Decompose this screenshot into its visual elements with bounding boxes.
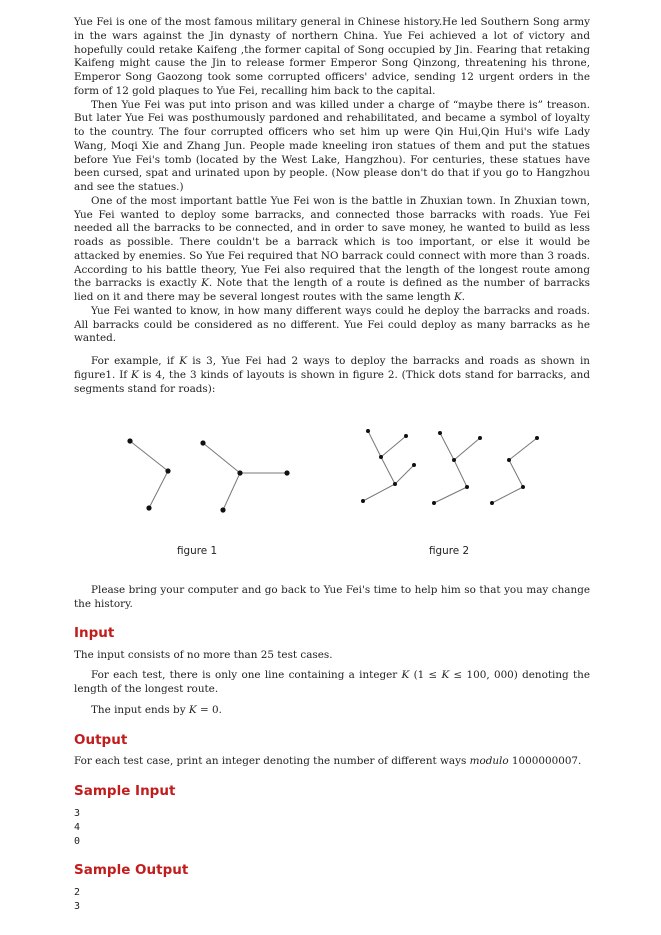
p5-text-b: is 3, Yue Fei had 2 ways to deploy the barracks and roads as shown in figure1. If xyxy=(74,355,590,381)
sample-output-heading: Sample Output xyxy=(74,861,189,878)
k-variable: K xyxy=(201,277,209,290)
sample-input-line: 3 xyxy=(74,807,81,819)
statement-paragraph-6: Please bring your computer and go back to Yue Fei's time to help him so that you may change the history. xyxy=(74,584,590,610)
tree-figures xyxy=(74,404,590,544)
input-paragraph-1: The input consists of no more than 25 test cases. xyxy=(74,648,333,661)
output-heading: Output xyxy=(74,731,128,748)
p3-text-b: . Note that the length of a route is defined as the number of barracks lied on it and there may be several longest routes with the same length xyxy=(74,277,590,303)
sample-input-heading: Sample Input xyxy=(74,783,176,799)
sample-output-block xyxy=(74,886,590,914)
p5-text-c: is 4, the 3 kinds of layouts is shown in figure 2. (Thick dots stand for barracks, and segments stand for roads): xyxy=(74,368,590,395)
p5-text-a: For example, if xyxy=(91,355,180,367)
input-p3-text-a: The input ends by xyxy=(91,703,189,716)
sample-output-line: 3 xyxy=(74,900,81,912)
sample-input-line: 0 xyxy=(74,835,81,847)
statement-paragraph-5 xyxy=(74,355,590,396)
output-paragraph xyxy=(74,755,590,769)
p3-text-a: One of the most important battle Yue Fei won is the battle in Zhuxian town. In Zhuxian town, Yue Fei wanted to deploy some barracks, and connected those barracks with roads. Yue Fei needed all the barracks to be connected, and in order to save money, he wanted to build as less roads as possible. There couldn't be a barrack which is too important, or else it would be attacked by enemies. So Yue Fei required that NO barrack could connect with more than 3 roads. According to his battle theory, Yue Fei also required that the length of the longest route among the barracks is exactly xyxy=(74,194,590,290)
sample-input-line: 4 xyxy=(74,821,81,833)
sample-input-block xyxy=(74,807,590,849)
input-heading: Input xyxy=(74,624,115,641)
k-variable: K xyxy=(131,368,139,381)
figures-area xyxy=(74,404,590,584)
figure-1-caption: figure 1 xyxy=(177,545,218,558)
k-variable: K xyxy=(441,669,450,682)
k-variable: K xyxy=(401,669,410,682)
output-text-b: 1000000007. xyxy=(508,755,582,768)
statement-paragraph-2: Then Yue Fei was put into prison and was killed under a charge of “maybe there is” treason. But later Yue Fei was posthumously pardoned and rehabilitated, and became a symbol of loyalty to the country. The four corrupted officers who set him up were Qin Hui,Qin Hui's wife Lady Wang, Moqi Xie and Zhang Jun. People made kneeling iron statues of them and put the statues before Yue Fei's tomb (located by the West Lake, Hangzhou). For centuries, these statues have been cursed, spat and urinated upon by people. (Now please don't do that if you go to Hangzhou and see the statues.) xyxy=(74,98,590,193)
input-p2-text-b: (1 ≤ xyxy=(409,669,442,682)
input-p2-text-c: ≤ 100, 000) denoting the length of the longest route. xyxy=(74,669,590,695)
k-variable: K xyxy=(453,291,462,303)
sample-output-line: 2 xyxy=(74,886,81,898)
statement-paragraph-1: Yue Fei is one of the most famous military general in Chinese history.He led Southern Song army in the wars against the Jin dynasty of northern China. Yue Fei achieved a lot of victory and hopefully could retake Kaifeng ,the former capital of Song occupied by Jin. Fearing that retaking Kaifeng might cause the Jin to release former Emperor Song Qinzong, threatening his throne, Emperor Song Gaozong took some corrupted officers' advice, sending 12 urgent orders in the form of 12 gold plaques to Yue Fei, recalling him back to the capital. xyxy=(74,16,590,97)
input-paragraph-2 xyxy=(74,669,590,697)
k-variable: K xyxy=(188,703,197,716)
p3-text-c: . xyxy=(461,291,466,303)
input-paragraph-3 xyxy=(74,704,590,718)
input-p2-text-a: For each test, there is only one line containing a integer xyxy=(91,669,402,682)
problem-page xyxy=(74,16,590,914)
output-text-a: For each test case, print an integer denoting the number of different ways xyxy=(74,755,470,768)
modulo-word: modulo xyxy=(469,755,509,768)
statement-paragraph-4: Yue Fei wanted to know, in how many different ways could he deploy the barracks and roads. All barracks could be considered as no different. Yue Fei could deploy as many barracks as he wanted. xyxy=(74,304,590,345)
statement-paragraph-3 xyxy=(74,195,590,305)
input-p3-text-b: = 0. xyxy=(196,703,222,716)
figure-2-caption: figure 2 xyxy=(429,545,470,558)
k-variable: K xyxy=(179,355,188,367)
